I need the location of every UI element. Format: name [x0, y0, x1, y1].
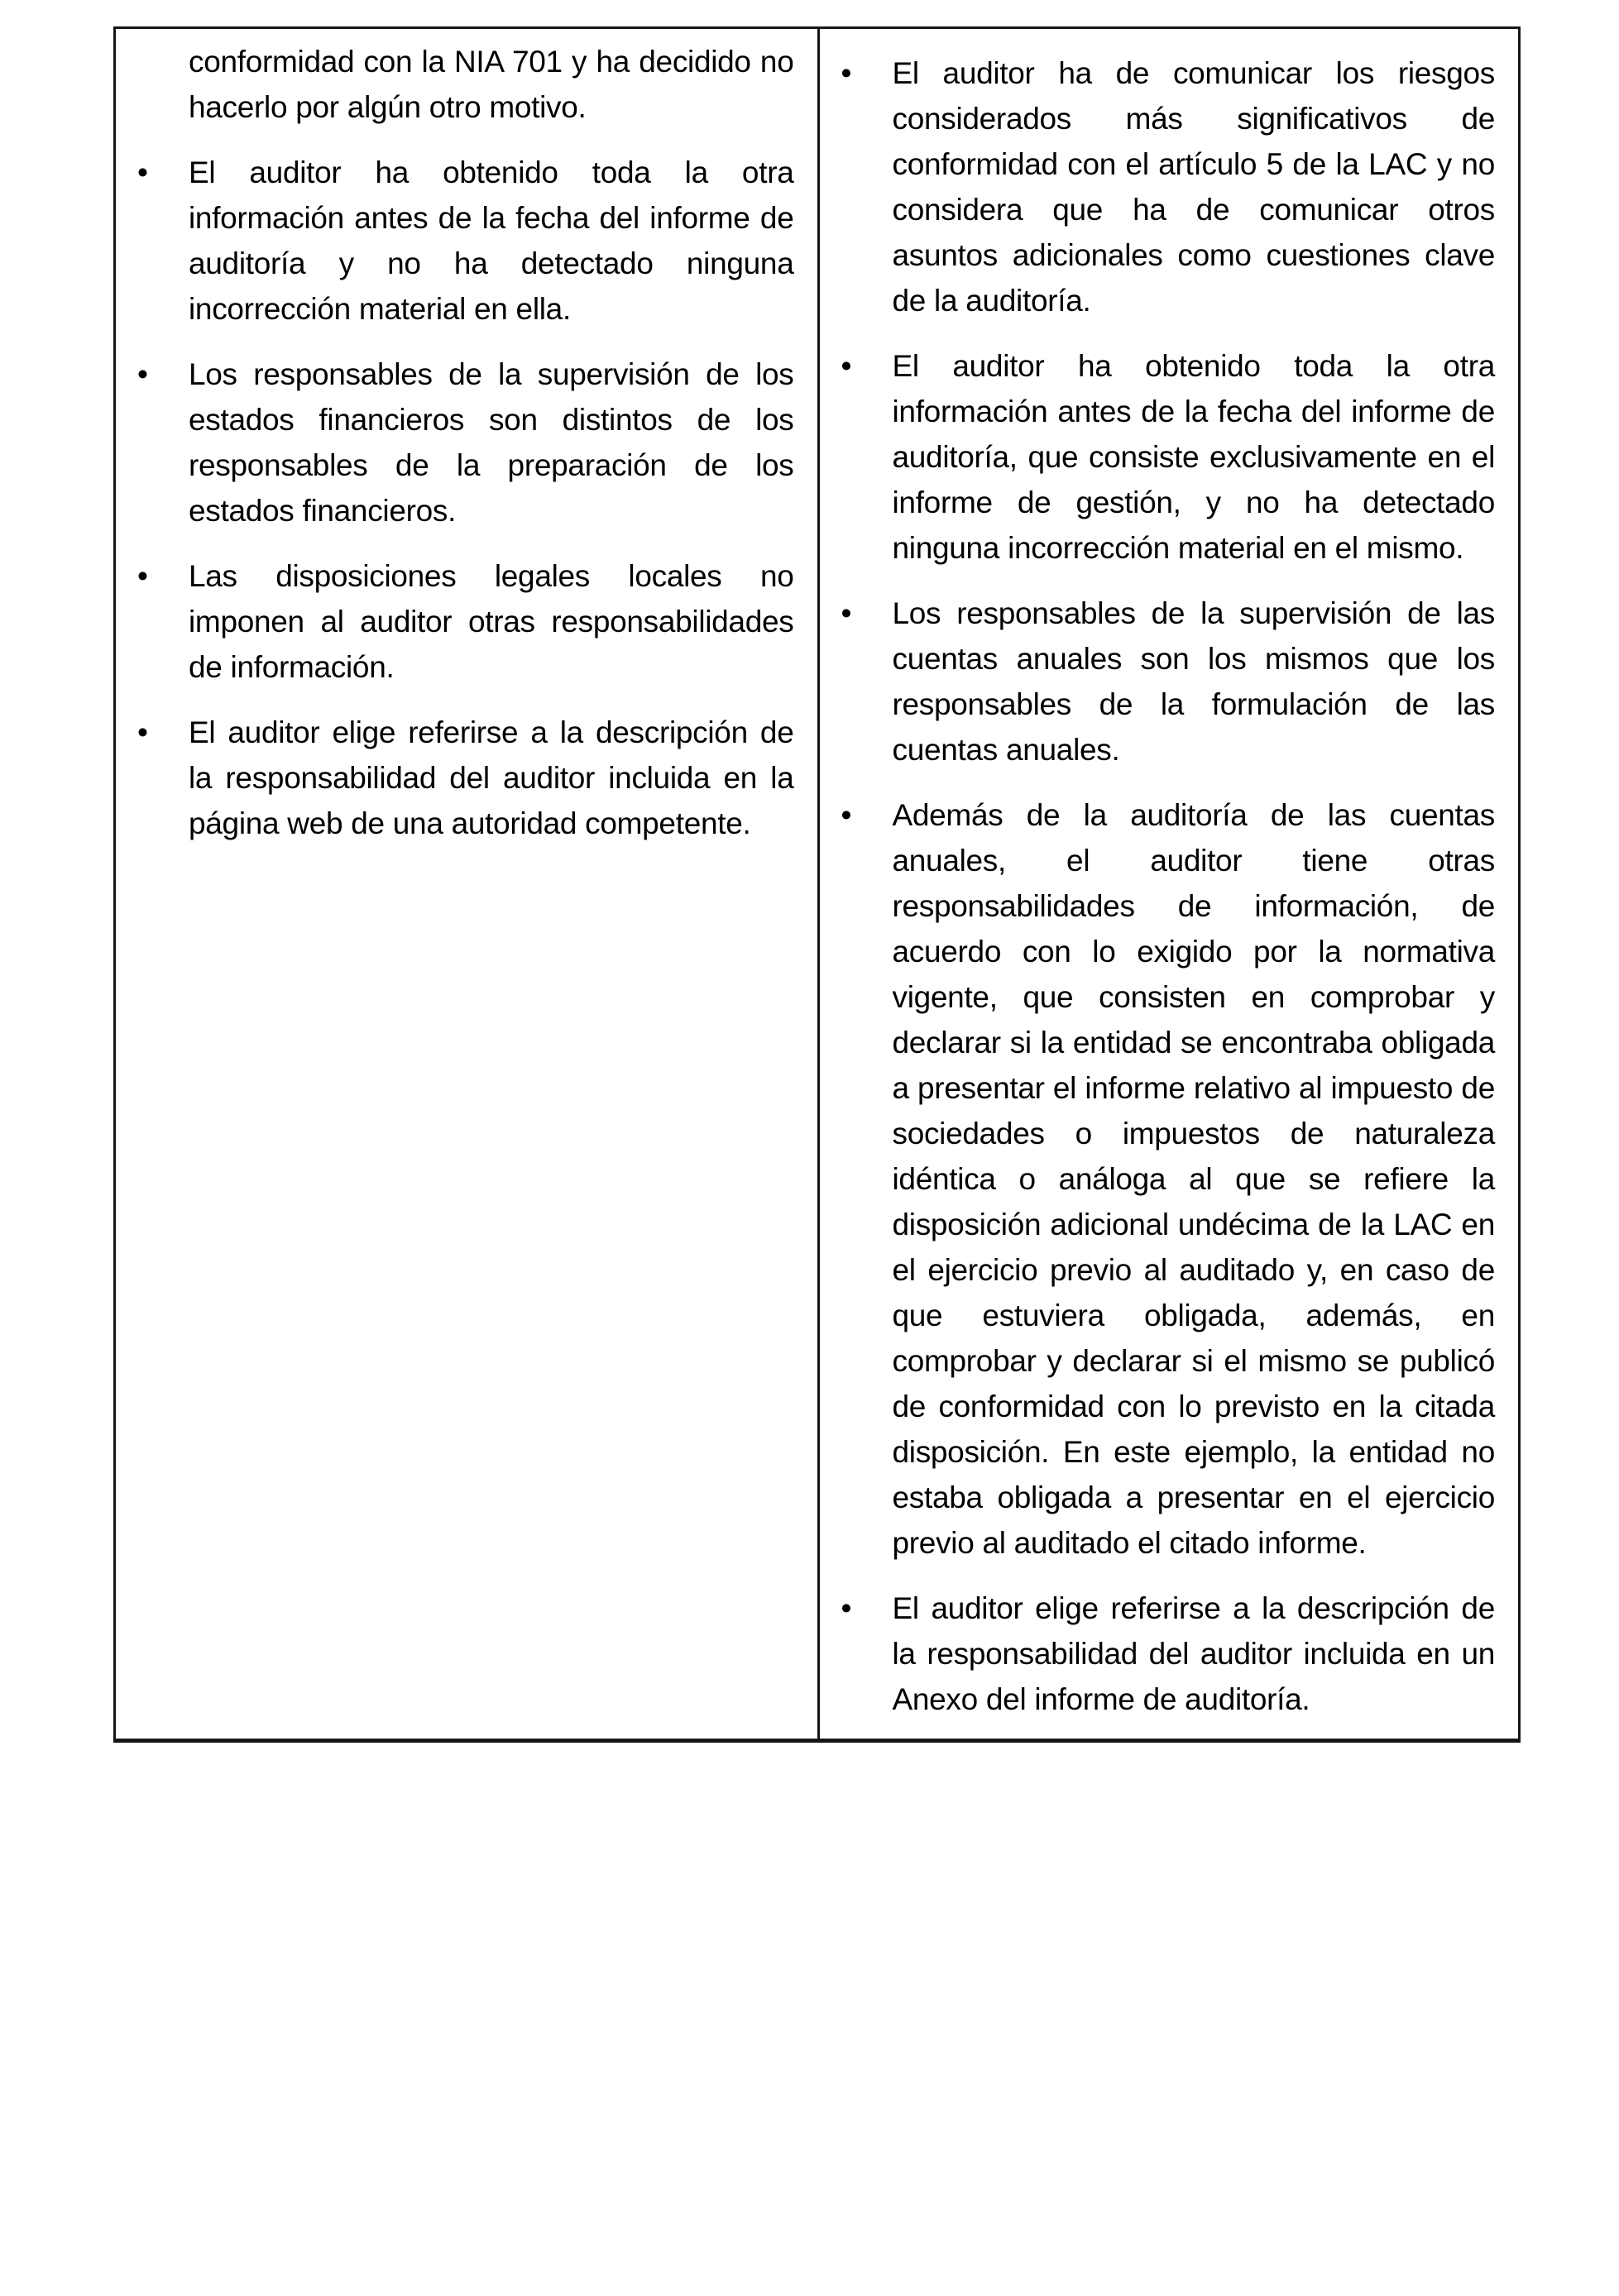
bullet-icon: • — [841, 596, 852, 630]
bullet-icon: • — [841, 349, 852, 383]
bullet-text: Los responsables de la supervisión de los estados financieros son distintos de los responsables de la preparación de los estados financieros. — [189, 357, 794, 528]
bullet-text: Las disposiciones legales locales no imponen al auditor otras responsabilidades de información. — [189, 559, 794, 684]
bullet-text: El auditor ha de comunicar los riesgos considerados más significativos de conformidad con el artículo 5 de la LAC y no considera que ha de comunicar otros asuntos adicionales como cuestiones clave de la auditoría. — [892, 56, 1495, 318]
continuation-paragraph — [116, 39, 794, 130]
bullet-text: El auditor ha obtenido toda la otra información antes de la fecha del informe de auditoría, que consiste exclusivamente en el informe de gestión, y no ha detectado ninguna incorrección material en el mismo. — [892, 349, 1495, 565]
bullet-icon: • — [841, 56, 852, 90]
table-column-right — [817, 29, 1519, 1739]
list-item — [116, 710, 794, 846]
paragraph-text: conformidad con la NIA 701 y ha decidido no hacerlo por algún otro motivo. — [189, 45, 794, 124]
bullet-icon: • — [841, 1591, 852, 1625]
bullet-text: El auditor elige referirse a la descripción de la responsabilidad del auditor incluida en la página web de una autoridad competente. — [189, 715, 794, 840]
bullet-icon: • — [137, 559, 148, 593]
list-item — [820, 792, 1496, 1566]
list-item — [116, 352, 794, 533]
bullet-text: El auditor elige referirse a la descripción de la responsabilidad del auditor incluida en un Anexo del informe de auditoría. — [892, 1591, 1495, 1716]
comparison-table — [113, 26, 1521, 1743]
bullet-text: El auditor ha obtenido toda la otra información antes de la fecha del informe de auditoría y no ha detectado ninguna incorrección material en ella. — [189, 155, 794, 326]
list-item — [116, 553, 794, 690]
list-item — [820, 50, 1496, 323]
bullet-text: Los responsables de la supervisión de las cuentas anuales son los mismos que los responsables de la formulación de las cuentas anuales. — [892, 596, 1495, 767]
list-item — [820, 343, 1496, 571]
list-item — [116, 150, 794, 332]
table-column-left — [116, 29, 817, 1739]
bullet-icon: • — [841, 798, 852, 832]
bullet-icon: • — [137, 715, 148, 749]
list-item — [820, 1586, 1496, 1722]
bullet-icon: • — [137, 357, 148, 391]
list-item — [820, 591, 1496, 773]
bullet-text: Además de la auditoría de las cuentas anuales, el auditor tiene otras responsabilidades de información, de acuerdo con lo exigido por la normativa vigente, que consisten en comprobar y declarar si la entidad se encontraba obligada a presentar el informe relativo al impuesto de sociedades o impuestos de naturaleza idéntica o análoga al que se refiere la disposición adicional undécima de la LAC en el ejercicio previo al auditado y, en caso de que estuviera obligada, además, en comprobar y declarar si el mismo se publicó de conformidad con lo previsto en la citada disposición. En este ejemplo, la entidad no estaba obligada a presentar en el ejercicio previo al auditado el citado informe. — [892, 798, 1495, 1560]
bullet-icon: • — [137, 155, 148, 189]
